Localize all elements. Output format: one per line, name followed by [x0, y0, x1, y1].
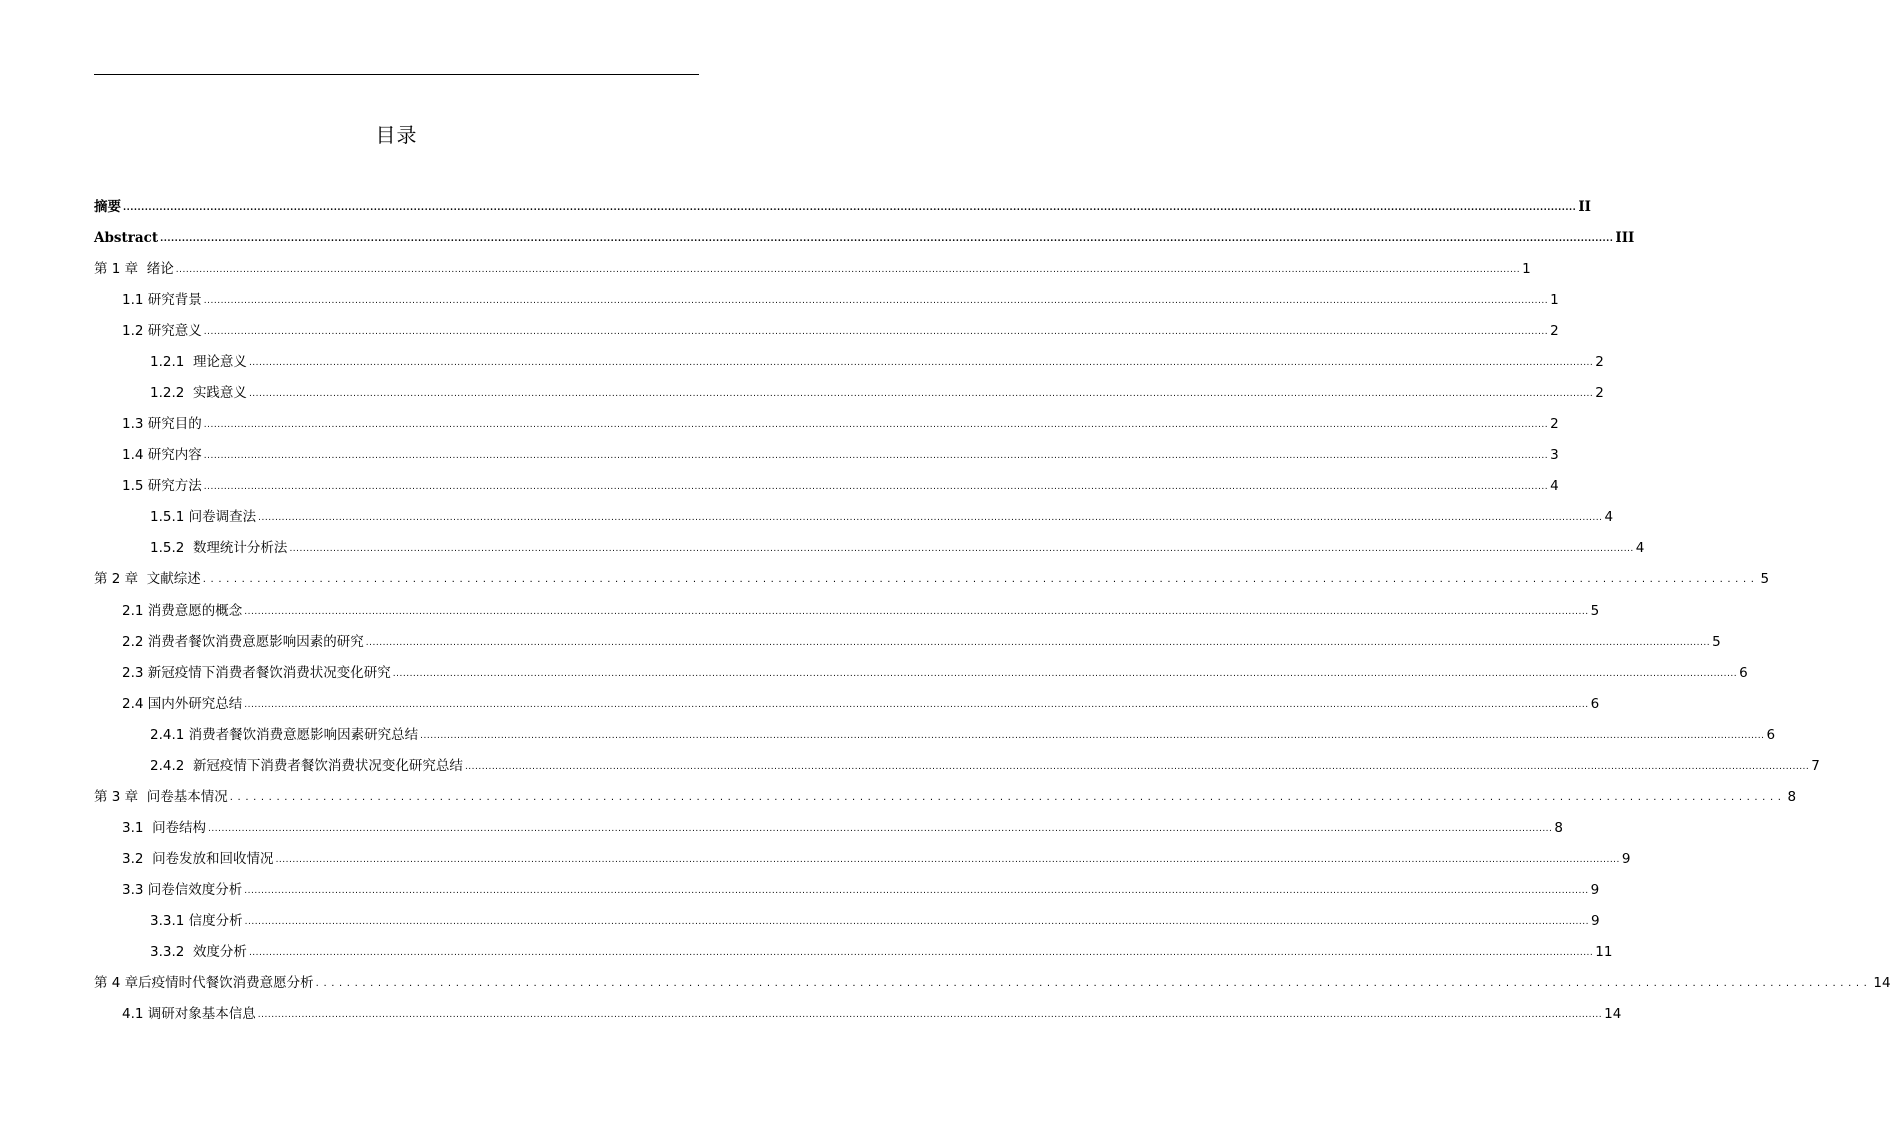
toc-page-number: 2: [1595, 385, 1604, 402]
toc-entry-title: 问卷发放和回收情况: [152, 850, 274, 867]
toc-entry-title: 研究内容: [147, 447, 202, 464]
toc-entry-title: 研究方法: [147, 478, 202, 495]
toc-entry[interactable]: [122, 467, 1559, 498]
toc-entry[interactable]: [122, 809, 1563, 840]
toc-entry[interactable]: [94, 219, 1635, 250]
toc-dot-leader: ........................................................................................................................................................................................................: [229, 791, 1786, 803]
toc-entry-number: 1.4: [122, 447, 148, 464]
toc-entry-title: 新冠疫情下消费者餐饮消费状况变化研究总结: [192, 757, 463, 774]
toc-entry-number: 1.2.1: [150, 354, 193, 371]
toc-dot-leader: ................................................................................................................................................................................................................................................................................................................................................................................................................: [365, 637, 1711, 648]
toc-entry-title: 问卷信效度分析: [147, 881, 243, 898]
toc-entry-number: 第 4 章: [94, 975, 139, 991]
toc-dot-leader: ........................................................................................................................................................................................................: [202, 574, 1759, 586]
toc-dot-leader: ................................................................................................................................................................................................................................................................................................................................................................................................................: [258, 513, 1603, 524]
toc-entry-number: 2.4: [122, 695, 148, 712]
toc-entry-number: 2.4.1: [150, 726, 189, 743]
toc-entry-number: 4.1: [122, 1006, 148, 1023]
toc-entry[interactable]: [150, 529, 1645, 560]
toc-entry-title: 效度分析: [192, 943, 247, 960]
toc-entry-number: 2.2: [122, 633, 148, 650]
toc-dot-leader: ................................................................................................................................................................................................................................................................................................................................................................................................................: [203, 451, 1549, 462]
toc-dot-leader: ................................................................................................................................................................................................................................................................................................................................................................................................................: [275, 854, 1620, 865]
toc-page-number: 6: [1590, 695, 1600, 712]
toc-entry-number: 第 3 章: [94, 788, 147, 805]
toc-entry-title: 信度分析: [188, 912, 243, 929]
toc-page-number: 6: [1739, 664, 1748, 681]
toc-page-number: 3: [1550, 447, 1559, 464]
toc-dot-leader: ................................................................................................................................................................................................................................................................................................................................................................................................................: [175, 265, 1521, 276]
toc-dot-leader: ................................................................................................................................................................................................................................................................................................................................................................................................................: [203, 296, 1549, 307]
toc-dot-leader: ........................................................................................................................................................................................................: [315, 978, 1872, 989]
toc-entry[interactable]: [122, 312, 1559, 343]
toc-entry-number: 3.3.2: [150, 943, 193, 960]
toc-entry[interactable]: [94, 964, 1891, 995]
toc-page-number: 6: [1766, 726, 1776, 743]
toc-dot-leader: ................................................................................................................................................................................................................................................................................................................................................................................................................: [248, 358, 1594, 369]
toc-dot-leader: ................................................................................................................................................................................................................................................................................................................................................................................................................: [464, 761, 1810, 772]
toc-entry-number: 1.2: [122, 323, 148, 340]
toc-page-number: 5: [1760, 571, 1770, 588]
toc-entry[interactable]: [122, 592, 1600, 623]
toc-entry[interactable]: [94, 188, 1591, 219]
toc-dot-leader: ................................................................................................................................................................................................................................................................................................................................................................................................................: [248, 389, 1594, 400]
toc-page-number: 5: [1712, 633, 1721, 650]
toc-page-number: 8: [1787, 788, 1797, 805]
toc-entry-title: 后疫情时代餐饮消费意愿分析: [138, 975, 314, 991]
toc-entry[interactable]: [150, 933, 1613, 964]
toc-entry-title: 调研对象基本信息: [147, 1006, 256, 1023]
toc-entry-title: 问卷结构: [152, 819, 207, 836]
toc-entry-title: 国内外研究总结: [147, 695, 243, 712]
toc-page-number: 11: [1595, 943, 1613, 960]
toc-entry-title: 研究意义: [147, 323, 202, 340]
toc-dot-leader: ................................................................................................................................................................................................................................................................................................................................................................................................................: [203, 420, 1549, 431]
toc-dot-leader: ................................................................................................................................................................................................................................................................................................................................................................................................................: [257, 1010, 1603, 1021]
toc-entry-title: 数理统计分析法: [192, 540, 288, 557]
toc-entry-number: 1.1: [122, 292, 148, 309]
toc-entry-title: 实践意义: [192, 385, 247, 402]
toc-page-number: 4: [1604, 509, 1614, 526]
toc-page-number: 14: [1604, 1006, 1622, 1023]
toc-entry-number: 第 1 章: [94, 261, 147, 278]
toc-entry-title: 消费意愿的概念: [147, 602, 243, 619]
toc-entry[interactable]: [122, 405, 1559, 436]
toc-entry-number: 1.5.1: [150, 509, 189, 526]
toc-dot-leader: ................................................................................................................................................................................................................................................................................................................................................................................................................: [248, 947, 1594, 958]
toc-entry[interactable]: [150, 747, 1820, 778]
toc-dot-leader: ................................................................................................................................................................................................................................................................................................................................................................................................................: [420, 730, 1765, 741]
toc-page-number: 14: [1873, 975, 1891, 991]
toc-entry-title: 摘要: [94, 199, 121, 215]
toc-entry-number: 2.4.2: [150, 757, 193, 774]
toc-page-number: 4: [1550, 478, 1559, 495]
toc-entry[interactable]: [122, 436, 1559, 467]
toc-page-number: 9: [1590, 881, 1600, 898]
toc-page-number: 7: [1811, 757, 1820, 774]
toc-entry-title: 理论意义: [192, 354, 247, 371]
toc-entry-title: 研究背景: [147, 292, 202, 309]
toc-entry-title: 绪论: [146, 261, 174, 278]
toc-dot-leader: ................................................................................................................................................................................................................................................................................................................................................................................................................: [208, 823, 1553, 834]
toc-dot-leader: ................................................................................................................................................................................................................................................................................................................................................................................................................: [160, 234, 1614, 245]
toc-dot-leader: ................................................................................................................................................................................................................................................................................................................................................................................................................: [123, 203, 1577, 213]
toc-entry-number: 3.3: [122, 881, 148, 898]
toc-page-number: III: [1615, 230, 1635, 247]
toc-entry[interactable]: [122, 281, 1559, 312]
toc-entry-number: 2.1: [122, 602, 148, 619]
toc-entry-number: 1.3: [122, 416, 148, 433]
header-rule: [94, 74, 699, 75]
toc-entry-number: 1.2.2: [150, 385, 193, 402]
toc-entry-number: 2.3: [122, 664, 148, 681]
toc-entry-title: 问卷基本情况: [146, 788, 228, 805]
toc-entry-title: Abstract: [94, 230, 159, 247]
toc-entry-number: 3.2: [122, 850, 153, 867]
toc-page-number: 4: [1635, 540, 1645, 557]
toc-entry[interactable]: [122, 840, 1631, 871]
toc-entry[interactable]: [94, 250, 1531, 281]
toc-entry-number: 3.3.1: [150, 912, 189, 929]
toc-page-number: 9: [1591, 912, 1600, 929]
toc-entry[interactable]: [122, 654, 1748, 685]
toc-entry[interactable]: [122, 995, 1622, 1026]
toc-entry-number: 1.5.2: [150, 540, 193, 557]
toc-entry-title: 消费者餐饮消费意愿影响因素研究总结: [188, 726, 419, 743]
toc-entry-number: 1.5: [122, 478, 148, 495]
toc-page-number: 2: [1550, 323, 1559, 340]
toc-entry-number: 3.1: [122, 819, 153, 836]
toc-entry-title: 新冠疫情下消费者餐饮消费状况变化研究: [147, 664, 391, 681]
toc-dot-leader: ................................................................................................................................................................................................................................................................................................................................................................................................................: [203, 327, 1549, 338]
page-title: 目录: [375, 123, 418, 147]
toc-page-number: 2: [1595, 354, 1604, 371]
toc-page-number: 1: [1522, 261, 1531, 278]
toc-entry-title: 研究目的: [147, 416, 202, 433]
toc-entry[interactable]: [150, 716, 1776, 747]
toc-entry-title: 问卷调查法: [188, 509, 257, 526]
toc-entry[interactable]: [150, 498, 1614, 529]
toc-entry[interactable]: [94, 778, 1797, 809]
toc-entry[interactable]: [150, 374, 1604, 405]
toc-dot-leader: ................................................................................................................................................................................................................................................................................................................................................................................................................: [244, 699, 1589, 710]
toc-dot-leader: ................................................................................................................................................................................................................................................................................................................................................................................................................: [244, 606, 1589, 617]
toc-page-number: 5: [1590, 602, 1600, 619]
toc-entry[interactable]: [150, 343, 1604, 374]
toc-entry[interactable]: [122, 623, 1721, 654]
toc-dot-leader: ................................................................................................................................................................................................................................................................................................................................................................................................................: [392, 668, 1738, 679]
toc-page-number: II: [1578, 199, 1591, 215]
toc-entry-title: 文献综述: [146, 571, 201, 588]
toc-entry-title: 消费者餐饮消费意愿影响因素的研究: [147, 633, 364, 650]
toc-entry-number: 第 2 章: [94, 571, 147, 588]
toc-page-number: 9: [1621, 850, 1631, 867]
toc-page-number: 1: [1550, 292, 1559, 309]
toc-dot-leader: ................................................................................................................................................................................................................................................................................................................................................................................................................: [244, 916, 1589, 927]
toc-entry[interactable]: [122, 871, 1600, 902]
toc-dot-leader: ................................................................................................................................................................................................................................................................................................................................................................................................................: [289, 544, 1634, 555]
toc-page-number: 2: [1550, 416, 1559, 433]
toc-dot-leader: ................................................................................................................................................................................................................................................................................................................................................................................................................: [244, 885, 1589, 896]
toc-dot-leader: ................................................................................................................................................................................................................................................................................................................................................................................................................: [203, 482, 1549, 493]
toc-entry[interactable]: [94, 560, 1770, 591]
toc-entry[interactable]: [150, 902, 1600, 933]
toc-page-number: 8: [1554, 819, 1563, 836]
toc-entry[interactable]: [122, 685, 1600, 716]
